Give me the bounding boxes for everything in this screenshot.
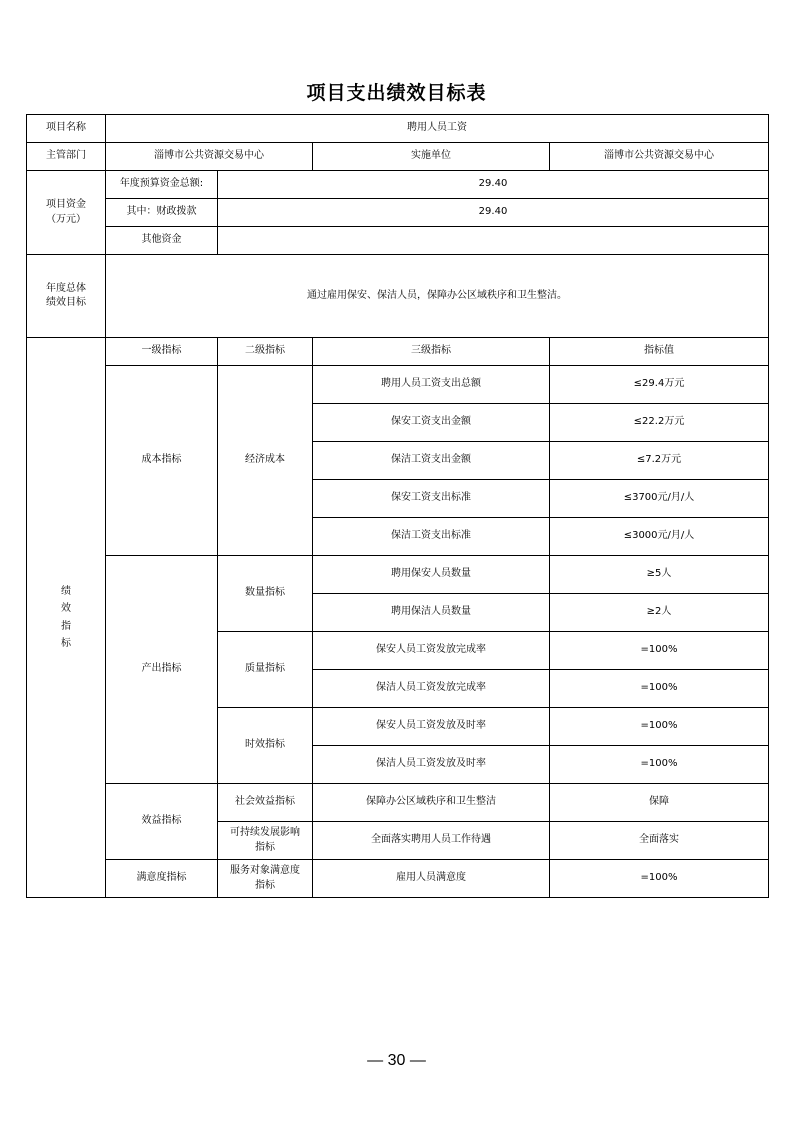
indicator-value: =100%	[550, 708, 769, 746]
fiscal-label: 其中：财政拨款	[106, 199, 218, 227]
table-row	[27, 784, 769, 822]
page-title: 项目支出绩效目标表	[306, 82, 487, 104]
level2-sustainability: 可持续发展影响 指标	[218, 822, 313, 860]
indicator-value: ≥2人	[550, 594, 769, 632]
project-name-row	[27, 115, 769, 143]
indicator-name: 保障办公区域秩序和卫生整洁	[313, 784, 550, 822]
level2-service-satisfaction: 服务对象满意度 指标	[218, 860, 313, 898]
department-row	[27, 143, 769, 171]
header-value: 指标值	[550, 338, 769, 366]
indicator-name: 保洁工资支出金额	[313, 442, 550, 480]
level1-output: 产出指标	[106, 556, 218, 784]
table-row	[27, 366, 769, 404]
indicator-name: 保安人员工资发放完成率	[313, 632, 550, 670]
level2-social-benefit: 社会效益指标	[218, 784, 313, 822]
indicator-name: 全面落实聘用人员工作待遇	[313, 822, 550, 860]
indicator-name: 保洁工资支出标准	[313, 518, 550, 556]
header-level1: 一级指标	[106, 338, 218, 366]
annual-budget-value: 29.40	[218, 171, 769, 199]
table-row	[27, 860, 769, 898]
indicator-value: ≤22.2万元	[550, 404, 769, 442]
funds-label: 项目资金 （万元）	[27, 171, 106, 255]
goal-value: 通过雇用保安、保洁人员，保障办公区域秩序和卫生整洁。	[106, 255, 769, 338]
annual-budget-label: 年度预算资金总额:	[106, 171, 218, 199]
indicator-value: 全面落实	[550, 822, 769, 860]
impl-value: 淄博市公共资源交易中心	[550, 143, 769, 171]
project-name-value: 聘用人员工资	[106, 115, 769, 143]
header-level3: 三级指标	[313, 338, 550, 366]
fiscal-value: 29.40	[218, 199, 769, 227]
project-name-label: 项目名称	[27, 115, 106, 143]
indicator-name: 保安人员工资发放及时率	[313, 708, 550, 746]
level2-timeliness: 时效指标	[218, 708, 313, 784]
performance-target-table	[26, 114, 769, 898]
impl-label: 实施单位	[313, 143, 550, 171]
goal-label: 年度总体 绩效目标	[27, 255, 106, 338]
fiscal-row	[27, 199, 769, 227]
level1-benefit: 效益指标	[106, 784, 218, 860]
indicator-name: 保洁人员工资发放完成率	[313, 670, 550, 708]
table-row	[27, 556, 769, 594]
annual-budget-row	[27, 171, 769, 199]
indicator-name: 聘用保洁人员数量	[313, 594, 550, 632]
indicator-value: ≤29.4万元	[550, 366, 769, 404]
level1-cost: 成本指标	[106, 366, 218, 556]
level2-economic-cost: 经济成本	[218, 366, 313, 556]
dept-label: 主管部门	[27, 143, 106, 171]
indicator-value: 保障	[550, 784, 769, 822]
indicator-value: ≥5人	[550, 556, 769, 594]
indicator-value: =100%	[550, 632, 769, 670]
indicator-name: 保安工资支出金额	[313, 404, 550, 442]
indicator-name: 雇用人员满意度	[313, 860, 550, 898]
page-number: — 30 —	[367, 1052, 426, 1069]
goal-row	[27, 255, 769, 338]
other-funds-row	[27, 227, 769, 255]
level2-quality: 质量指标	[218, 632, 313, 708]
indicator-name: 聘用人员工资支出总额	[313, 366, 550, 404]
dept-value: 淄博市公共资源交易中心	[106, 143, 313, 171]
indicator-value: ≤3700元/月/人	[550, 480, 769, 518]
indicator-name: 保安工资支出标准	[313, 480, 550, 518]
indicator-value: ≤3000元/月/人	[550, 518, 769, 556]
indicator-header-row	[27, 338, 769, 366]
level2-quantity: 数量指标	[218, 556, 313, 632]
indicator-value: ≤7.2万元	[550, 442, 769, 480]
indicator-name: 保洁人员工资发放及时率	[313, 746, 550, 784]
other-funds-value	[218, 227, 769, 255]
level1-satisfaction: 满意度指标	[106, 860, 218, 898]
other-funds-label: 其他资金	[106, 227, 218, 255]
indicator-value: =100%	[550, 670, 769, 708]
indicator-value: =100%	[550, 860, 769, 898]
indicator-name: 聘用保安人员数量	[313, 556, 550, 594]
header-level2: 二级指标	[218, 338, 313, 366]
indicator-section-label: 绩 效 指 标	[27, 338, 106, 898]
indicator-value: =100%	[550, 746, 769, 784]
